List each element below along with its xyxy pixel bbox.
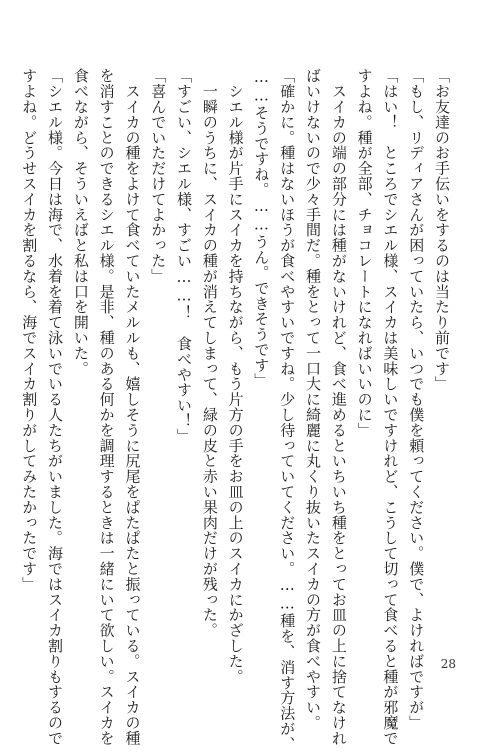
text-line: すよね。種が全部、チョコレートになればいいのに」 bbox=[355, 68, 374, 438]
text-line: 「はい！ ところでシエル様、スイカは美味しいですけれど、こうして切って食べると種が邪魔で bbox=[381, 68, 400, 746]
page-number: 28 bbox=[440, 657, 456, 671]
text-line: ばいけないので少々手間だ。種をとって一口大に綺麗に丸くり抜いたスイカの方が食べやすい。 bbox=[304, 68, 323, 731]
text-line: 「もし、リディアさんが困っていたら、いつでも僕を頼ってください。僕で、よければですが」 bbox=[407, 68, 426, 731]
text-line: を消すことのできるシエル様。是非、種のある何かを調理するときは一緒にいて欲しい。スイカを bbox=[97, 68, 116, 746]
text-line: 「お友達のお手伝いをするのは当たり前です」 bbox=[433, 68, 451, 392]
text-line: 「喜んでいただけてよかった」 bbox=[149, 68, 168, 284]
text-line: ……そうですね。……うん。できそうです」 bbox=[252, 68, 271, 388]
text-line: 食べながら、そういえばと私は口を開いた。 bbox=[71, 68, 90, 376]
text-line: 「確かに。種はないほうが食べやすいですね。少し待っていてください。……種を、消す方法が、 bbox=[278, 68, 297, 752]
text-line: 「シエル様。今日は海で、水着を着て泳いでいる人たちがいました。海ではスイカ割りもするので bbox=[46, 68, 65, 746]
text-line: 一瞬のうちに、スイカの種が消えてしまって、緑の皮と赤い果肉だけが残った。 bbox=[200, 68, 219, 638]
text-line: すよね。どうせスイカを割るなら、海でスイカ割りがしてみたかったです」 bbox=[20, 68, 39, 592]
text-line: シエル様が片手にスイカを持ちながら、もう片方の手をお皿の上のスイカにかざした。 bbox=[226, 68, 245, 684]
text-line: 「すごい、シエル様、すごい……！ 食べやすい！」 bbox=[175, 68, 194, 444]
text-line: スイカの端の部分には種がないけれど、食べ進めるといちいち種をとってお皿の上に捨てなけれ bbox=[329, 68, 348, 746]
text-line: スイカの種をよけて食べていたメルルも、嬉しそうに尻尾をぱたぱたと振っている。スイカの種 bbox=[123, 68, 142, 746]
